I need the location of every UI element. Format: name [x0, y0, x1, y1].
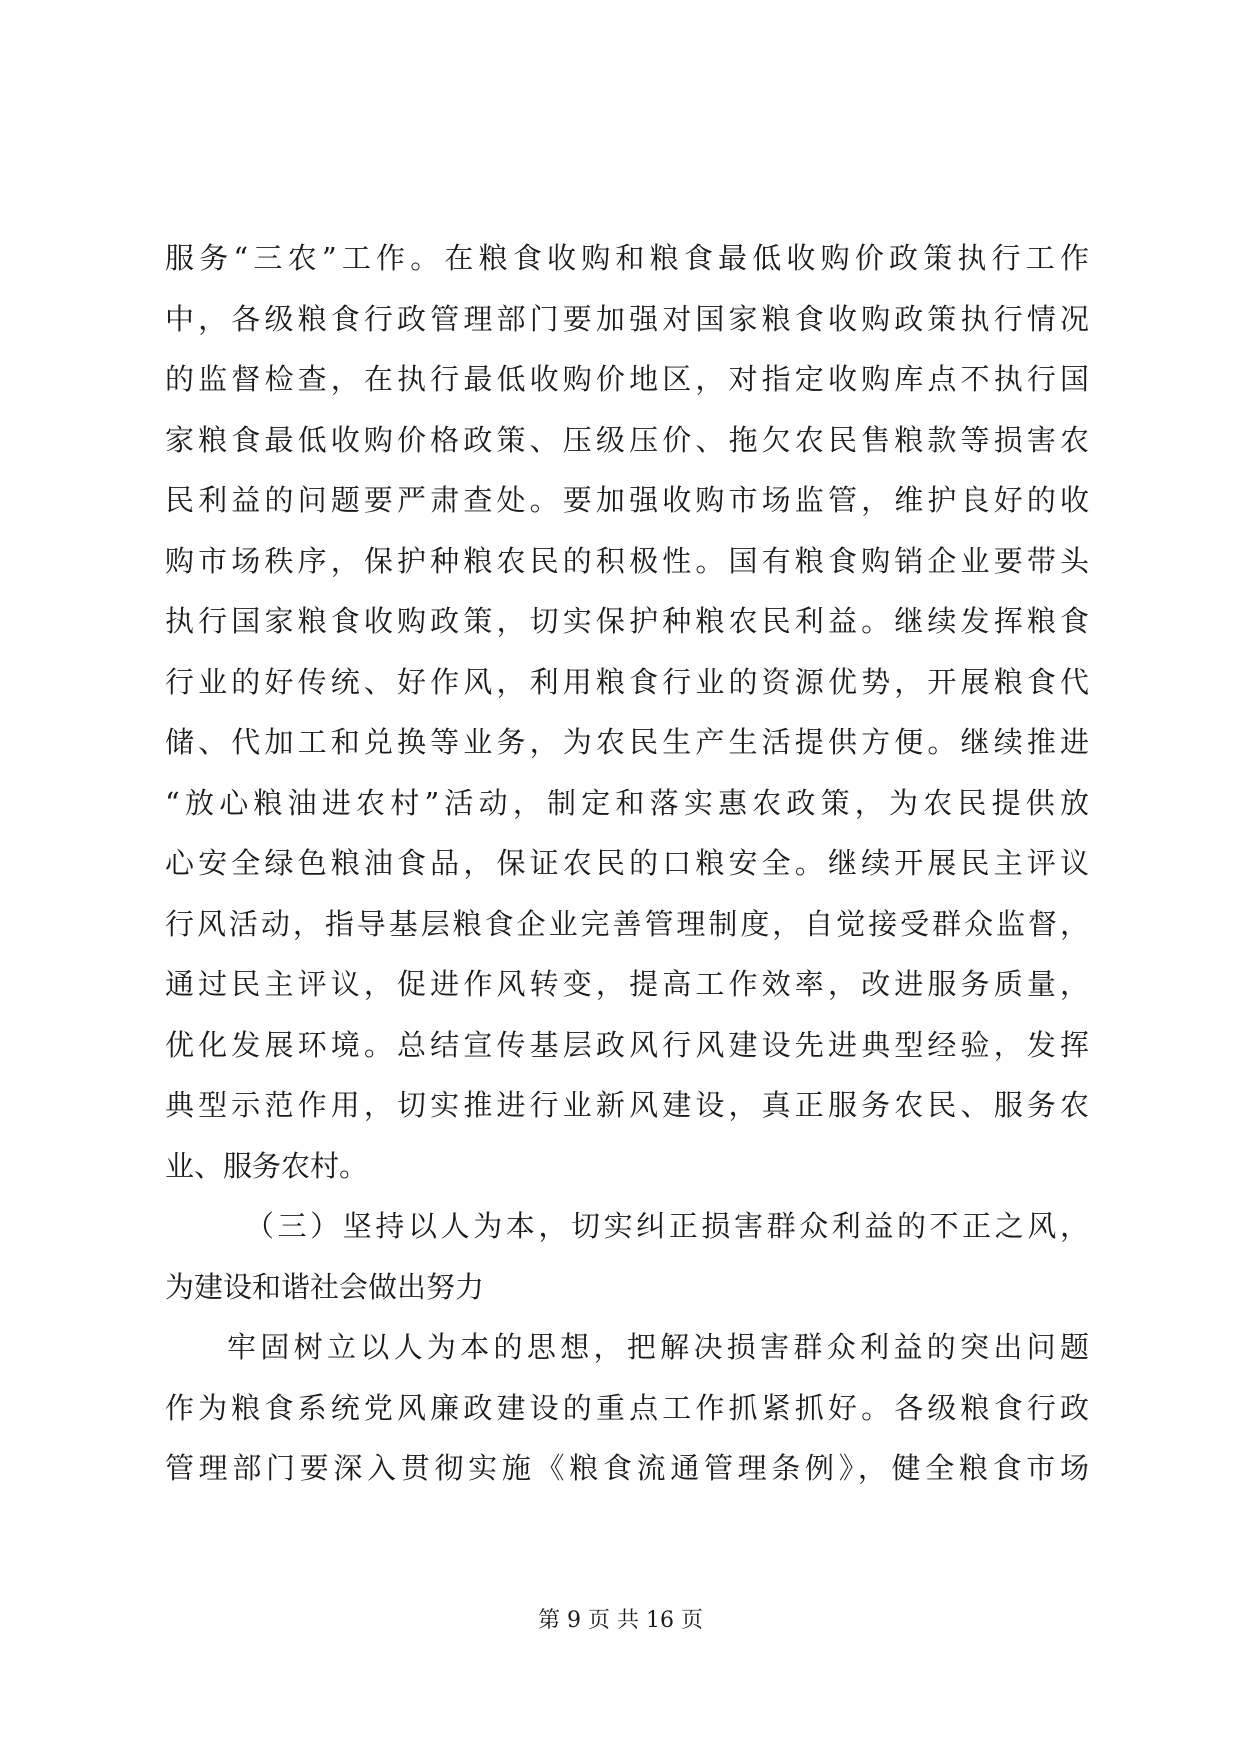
text-line: 通过民主评议，促进作风转变，提高工作效率，改进服务质量， [165, 967, 1089, 1001]
text-line: 服务“三农”工作。在粮食收购和粮食最低收购价政策执行工作 [165, 241, 1089, 275]
page-number-footer: 第 9 页 共 16 页 [538, 1608, 703, 1633]
text-line: 家粮食最低收购价格政策、压级压价、拖欠农民售粮款等损害农 [165, 422, 1089, 457]
section-heading-line: 为建设和谐社会做出努力 [165, 1269, 485, 1304]
text-line: 牢固树立以人为本的思想，把解决损害群众利益的突出问题 [227, 1330, 1089, 1364]
text-line: 民利益的问题要严肃查处。要加强收购市场监管，维护良好的收 [165, 483, 1089, 517]
text-line: 优化发展环境。总结宣传基层政风行风建设先进典型经验，发挥 [165, 1027, 1089, 1062]
text-line: “放心粮油进农村”活动，制定和落实惠农政策，为农民提供放 [165, 785, 1089, 820]
text-line: 典型示范作用，切实推进行业新风建设，真正服务农民、服务农 [165, 1088, 1089, 1122]
text-line: 作为粮食系统党风廉政建设的重点工作抓紧抓好。各级粮食行政 [165, 1390, 1089, 1425]
text-line: 行风活动，指导基层粮食企业完善管理制度，自觉接受群众监督， [165, 906, 1089, 941]
text-line: 行业的好传统、好作风，利用粮食行业的资源优势，开展粮食代 [165, 664, 1089, 699]
text-line: 的监督检查，在执行最低收购价地区，对指定收购库点不执行国 [165, 362, 1089, 396]
text-line: 中，各级粮食行政管理部门要加强对国家粮食收购政策执行情况 [165, 301, 1089, 336]
text-line: 业、服务农村。 [165, 1148, 369, 1183]
text-line: 购市场秩序，保护种粮农民的积极性。国有粮食购销企业要带头 [165, 543, 1089, 578]
text-line: 管理部门要深入贯彻实施《粮食流通管理条例》，健全粮食市场 [165, 1451, 1089, 1485]
text-line: 执行国家粮食收购政策，切实保护种粮农民利益。继续发挥粮食 [165, 604, 1089, 638]
section-heading-line: （三）坚持以人为本，切实纠正损害群众利益的不正之风， [245, 1209, 1089, 1243]
text-line: 储、代加工和兑换等业务，为农民生产生活提供方便。继续推进 [165, 725, 1089, 759]
document-body [165, 228, 1089, 1499]
text-line: 心安全绿色粮油食品，保证农民的口粮安全。继续开展民主评议 [165, 846, 1089, 880]
